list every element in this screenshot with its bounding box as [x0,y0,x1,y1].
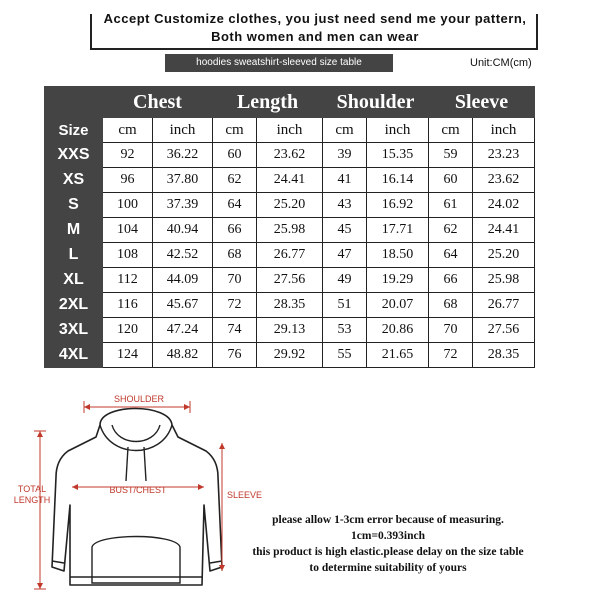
value-cell: 23.62 [473,168,535,193]
value-cell: 48.82 [153,343,213,368]
table-row [45,193,535,218]
value-cell: 62 [213,168,257,193]
banner-line-1: Accept Customize clothes, you just need send me your pattern, [103,11,527,26]
total-length-label-1: TOTAL [17,484,47,494]
value-cell: 64 [213,193,257,218]
table-row [45,318,535,343]
banner-line-2: Both women and men can wear [211,29,419,44]
group-sleeve: Sleeve [429,87,535,118]
value-cell: 29.92 [257,343,323,368]
value-cell: 39 [323,143,367,168]
size-cell: M [45,218,103,243]
unit-cm: cm [323,118,367,143]
value-cell: 26.77 [473,293,535,318]
value-cell: 66 [213,218,257,243]
size-table [44,86,535,368]
size-cell: S [45,193,103,218]
value-cell: 70 [213,268,257,293]
value-cell: 45.67 [153,293,213,318]
value-cell: 25.98 [473,268,535,293]
value-cell: 27.56 [473,318,535,343]
value-cell: 120 [103,318,153,343]
value-cell: 60 [429,168,473,193]
value-cell: 20.86 [367,318,429,343]
shoulder-arrow-right [184,404,190,410]
value-cell: 64 [429,243,473,268]
unit-inch: inch [257,118,323,143]
value-cell: 26.77 [257,243,323,268]
unit-cm: cm [103,118,153,143]
sleeve-label: SLEEVE [227,490,263,500]
table-row [45,218,535,243]
value-cell: 28.35 [257,293,323,318]
value-cell: 60 [213,143,257,168]
value-cell: 51 [323,293,367,318]
unit-inch: inch [367,118,429,143]
group-chest: Chest [103,87,213,118]
value-cell: 68 [429,293,473,318]
size-header: Size [45,118,103,143]
table-row [45,243,535,268]
shoulder-arrow-left [84,404,90,410]
value-cell: 61 [429,193,473,218]
value-cell: 47 [323,243,367,268]
value-cell: 19.29 [367,268,429,293]
value-cell: 62 [429,218,473,243]
value-cell: 42.52 [153,243,213,268]
value-cell: 25.20 [257,193,323,218]
unit-label: Unit:CM(cm) [470,57,532,69]
value-cell: 68 [213,243,257,268]
total-length-label-2: LENGTH [13,495,51,505]
value-cell: 45 [323,218,367,243]
table-title: hoodies sweatshirt-sleeved size table [165,54,393,72]
header-banner [90,8,540,44]
value-cell: 112 [103,268,153,293]
table-row [45,143,535,168]
note-line-3: this product is high elastic.please delay on the size table [252,546,524,558]
note-line-4: to determine suitability of yours [309,562,467,574]
unit-cm: cm [213,118,257,143]
note-line-1: please allow 1-3cm error because of measuring. [272,514,504,526]
value-cell: 23.62 [257,143,323,168]
group-length: Length [213,87,323,118]
size-cell: 4XL [45,343,103,368]
value-cell: 104 [103,218,153,243]
value-cell: 37.39 [153,193,213,218]
shoulder-label: SHOULDER [113,394,165,404]
value-cell: 59 [429,143,473,168]
value-cell: 25.20 [473,243,535,268]
value-cell: 100 [103,193,153,218]
value-cell: 17.71 [367,218,429,243]
value-cell: 36.22 [153,143,213,168]
size-cell: XXS [45,143,103,168]
value-cell: 72 [429,343,473,368]
corner-cell [45,87,103,118]
size-cell: 2XL [45,293,103,318]
value-cell: 47.24 [153,318,213,343]
value-cell: 24.02 [473,193,535,218]
bust-label: BUST/CHEST [109,485,167,495]
value-cell: 20.07 [367,293,429,318]
value-cell: 116 [103,293,153,318]
size-cell: XS [45,168,103,193]
note-line-2: 1cm=0.393inch [351,530,425,542]
value-cell: 55 [323,343,367,368]
value-cell: 27.56 [257,268,323,293]
unit-inch: inch [473,118,535,143]
table-row [45,343,535,368]
unit-inch: inch [153,118,213,143]
value-cell: 25.98 [257,218,323,243]
value-cell: 43 [323,193,367,218]
value-cell: 66 [429,268,473,293]
value-cell: 15.35 [367,143,429,168]
value-cell: 53 [323,318,367,343]
measurement-notes [228,512,548,576]
value-cell: 21.65 [367,343,429,368]
table-row [45,268,535,293]
hoodie-outline [52,409,222,586]
value-cell: 23.23 [473,143,535,168]
table-body [45,143,535,368]
value-cell: 96 [103,168,153,193]
value-cell: 41 [323,168,367,193]
value-cell: 24.41 [257,168,323,193]
value-cell: 124 [103,343,153,368]
table-row [45,293,535,318]
value-cell: 16.92 [367,193,429,218]
value-cell: 72 [213,293,257,318]
table-header-units [45,118,535,143]
value-cell: 28.35 [473,343,535,368]
value-cell: 74 [213,318,257,343]
value-cell: 108 [103,243,153,268]
size-cell: L [45,243,103,268]
value-cell: 16.14 [367,168,429,193]
size-cell: 3XL [45,318,103,343]
group-shoulder: Shoulder [323,87,429,118]
value-cell: 29.13 [257,318,323,343]
value-cell: 92 [103,143,153,168]
table-row [45,168,535,193]
value-cell: 70 [429,318,473,343]
value-cell: 40.94 [153,218,213,243]
value-cell: 49 [323,268,367,293]
value-cell: 44.09 [153,268,213,293]
size-cell: XL [45,268,103,293]
table-header-groups [45,87,535,118]
value-cell: 37.80 [153,168,213,193]
value-cell: 76 [213,343,257,368]
unit-cm: cm [429,118,473,143]
value-cell: 18.50 [367,243,429,268]
value-cell: 24.41 [473,218,535,243]
